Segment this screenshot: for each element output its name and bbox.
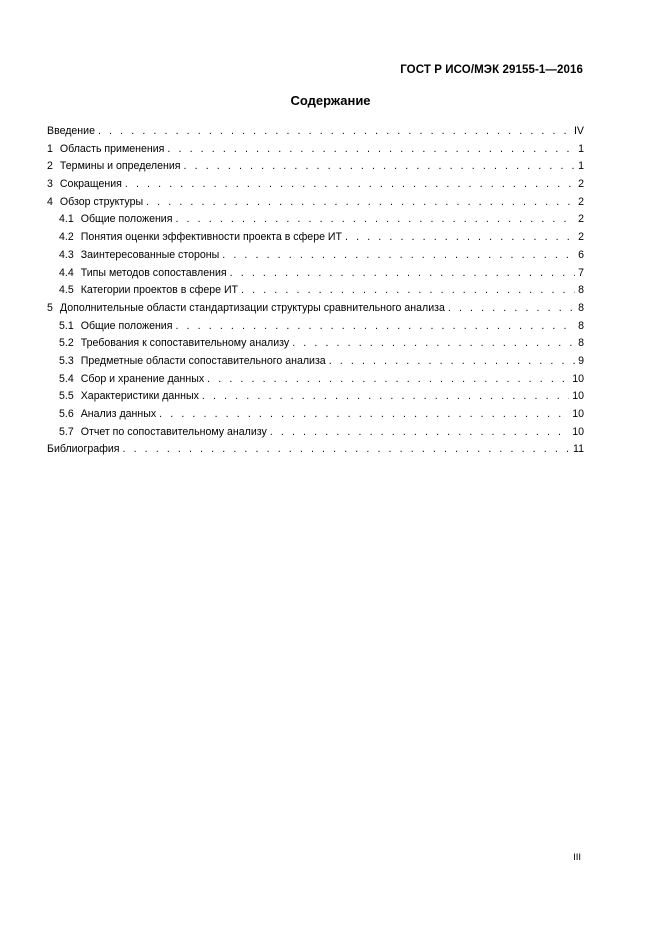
toc-entry-label: Предметные области сопоставительного анализа <box>80 354 326 367</box>
toc-entry-page: 8 <box>578 284 584 297</box>
toc-entry-page: 7 <box>578 266 584 279</box>
toc-dot-leader <box>167 143 575 155</box>
toc-dot-leader <box>207 373 569 385</box>
toc-entry-label: Введение <box>47 125 95 137</box>
toc-entry-page: 8 <box>578 337 584 350</box>
toc-entry-page: 2 <box>578 178 584 191</box>
toc-dot-leader <box>329 355 575 367</box>
toc-entry-page: 6 <box>578 248 584 261</box>
toc-entry-2[interactable] <box>47 160 584 178</box>
toc-entry-number: 5.6 <box>59 408 74 420</box>
toc-entry-label: Типы методов сопоставления <box>80 266 227 279</box>
toc-entry-label: Категории проектов в сфере ИТ <box>80 284 239 297</box>
toc-dot-leader <box>146 196 575 208</box>
toc-entry-4-2[interactable] <box>47 231 584 249</box>
toc-entry-number: 5.7 <box>59 425 74 438</box>
toc-entry-page: 10 <box>572 408 584 420</box>
toc-entry-4-3[interactable] <box>47 249 584 267</box>
toc-entry-page: 2 <box>578 231 584 244</box>
toc-entry-1[interactable] <box>47 143 584 161</box>
toc-entry-introduction[interactable] <box>47 125 584 143</box>
toc-dot-leader <box>125 178 575 190</box>
toc-entry-4-4[interactable] <box>47 267 584 285</box>
toc-dot-leader <box>122 443 570 455</box>
toc-entry-number: 4.3 <box>59 248 74 261</box>
toc-title: Содержание <box>290 93 371 108</box>
toc-entry-label: Термины и определения <box>59 160 181 173</box>
toc-entry-number: 4 <box>47 195 53 208</box>
toc-entry-label: Требования к сопоставительному анализу <box>80 337 290 350</box>
toc-entry-number: 3 <box>47 178 53 191</box>
toc-entry-number: 4.4 <box>59 266 74 279</box>
toc-entry-page: 10 <box>572 390 584 403</box>
page-number: III <box>573 852 581 863</box>
toc-entry-number: 5.4 <box>59 372 74 385</box>
toc-entry-label: Сокращения <box>59 178 122 191</box>
document-code: ГОСТ Р ИСО/МЭК 29155-1—2016 <box>400 64 583 76</box>
toc-dot-leader <box>175 213 575 225</box>
toc-entry-label: Заинтересованные стороны <box>80 248 220 261</box>
toc-dot-leader <box>292 337 575 349</box>
toc-entry-number: 5 <box>47 301 53 314</box>
toc-entry-page: 8 <box>578 319 584 332</box>
toc-entry-5-2[interactable] <box>47 337 584 355</box>
toc-entry-number: 5.5 <box>59 390 74 403</box>
toc-dot-leader <box>159 408 569 420</box>
toc-entry-label: Анализ данных <box>80 408 157 420</box>
toc-dot-leader <box>184 160 576 172</box>
toc-entry-page: 1 <box>578 160 584 173</box>
toc-entry-label: Общие положения <box>80 213 173 226</box>
toc-entry-4-5[interactable] <box>47 284 584 302</box>
toc-entry-number: 4.1 <box>59 213 74 226</box>
toc-entry-bibliography[interactable] <box>47 443 584 461</box>
toc-entry-number: 5.3 <box>59 354 74 367</box>
toc-entry-label: Область применения <box>59 142 165 155</box>
toc-entry-number: 2 <box>47 160 53 173</box>
toc-dot-leader <box>270 426 569 438</box>
toc-entry-label: Дополнительные области стандартизации структуры сравнительного анализа <box>59 301 445 314</box>
table-of-contents <box>47 125 584 461</box>
toc-entry-label: Обзор структуры <box>59 195 144 208</box>
toc-entry-5-6[interactable] <box>47 408 584 426</box>
toc-dot-leader <box>241 284 575 296</box>
toc-entry-label: Сбор и хранение данных <box>80 372 205 385</box>
toc-entry-page: 11 <box>573 443 584 456</box>
toc-entry-number: 1 <box>47 142 53 155</box>
toc-dot-leader <box>175 320 575 332</box>
toc-entry-4-1[interactable] <box>47 213 584 231</box>
toc-dot-leader <box>230 267 575 279</box>
toc-entry-page: 10 <box>572 425 584 438</box>
toc-dot-leader <box>345 231 575 243</box>
toc-entry-number: 4.5 <box>59 284 74 297</box>
toc-entry-page: IV <box>573 125 584 137</box>
toc-entry-page: 8 <box>578 301 584 314</box>
toc-entry-label: Общие положения <box>80 319 173 332</box>
toc-entry-label: Отчет по сопоставительному анализу <box>80 425 267 438</box>
toc-entry-number: 5.1 <box>59 319 74 332</box>
toc-entry-number: 5.2 <box>59 337 74 350</box>
toc-entry-page: 2 <box>578 213 584 226</box>
toc-entry-number: 4.2 <box>59 231 74 244</box>
toc-entry-5-7[interactable] <box>47 426 584 444</box>
toc-entry-5-3[interactable] <box>47 355 584 373</box>
toc-entry-label: Понятия оценки эффективности проекта в сфере ИТ <box>80 231 343 244</box>
toc-dot-leader <box>222 249 575 261</box>
toc-entry-label: Характеристики данных <box>80 390 199 403</box>
toc-entry-5[interactable] <box>47 302 584 320</box>
toc-entry-5-5[interactable] <box>47 390 584 408</box>
toc-entry-page: 2 <box>578 195 584 208</box>
toc-dot-leader <box>448 302 575 314</box>
toc-entry-page: 10 <box>572 372 584 385</box>
toc-entry-page: 9 <box>578 354 584 367</box>
toc-dot-leader <box>202 390 569 402</box>
toc-entry-page: 1 <box>578 142 584 155</box>
toc-entry-label: Библиография <box>47 443 120 456</box>
toc-entry-5-4[interactable] <box>47 373 584 391</box>
toc-entry-3[interactable] <box>47 178 584 196</box>
toc-entry-5-1[interactable] <box>47 320 584 338</box>
toc-entry-4[interactable] <box>47 196 584 214</box>
toc-dot-leader <box>98 125 571 137</box>
